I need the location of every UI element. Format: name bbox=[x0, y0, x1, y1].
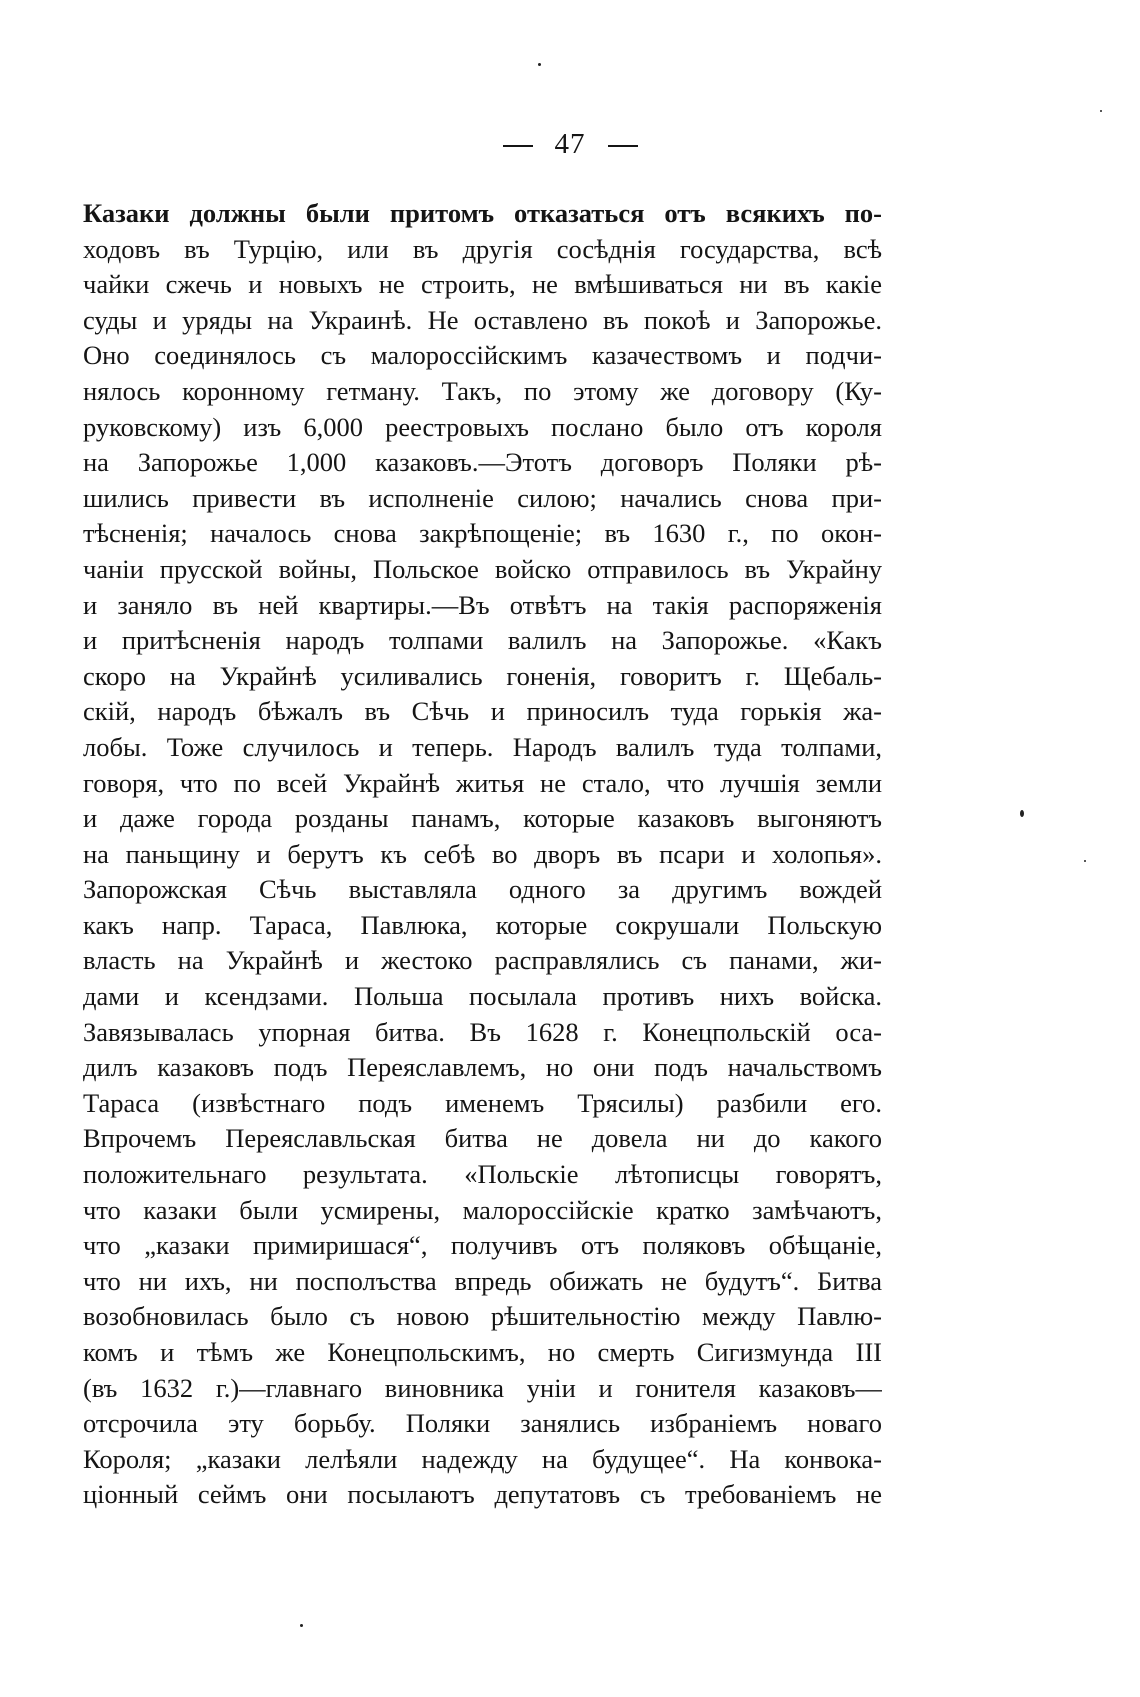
text-line: какъ напр. Тараса, Павлюка, которые сокрушали Польскую bbox=[83, 909, 882, 940]
page-number: 47 bbox=[554, 128, 586, 160]
text-line: на паньщину и берутъ къ себѣ во дворъ въ псари и холопья». bbox=[83, 838, 882, 869]
text-line: что „казаки примиришася“, получивъ отъ поляковъ обѣщаніе, bbox=[83, 1230, 882, 1261]
page-number-row bbox=[0, 128, 1140, 161]
text-line: нялось коронному гетману. Такъ, по этому же договору (Ку- bbox=[83, 375, 882, 406]
text-line: чайки сжечь и новыхъ не строить, не вмѣшиваться ни въ какіе bbox=[83, 269, 882, 300]
text-line: Казаки должны были притомъ отказаться отъ всякихъ по- bbox=[83, 198, 882, 228]
text-line: и заняло въ ней квартиры.—Въ отвѣтъ на такія распоряженія bbox=[83, 589, 882, 620]
text-line: что казаки были усмирены, малороссійскіе кратко замѣчаютъ, bbox=[83, 1194, 882, 1225]
scan-speck bbox=[1084, 860, 1086, 862]
text-line: что ни ихъ, ни посполъства впредь обижать не будутъ“. Битва bbox=[83, 1265, 882, 1296]
scan-speck bbox=[1020, 810, 1024, 817]
text-line: ходовъ въ Турцію, или въ другія сосѣднія государства, всѣ bbox=[83, 233, 882, 264]
text-line: Короля; „казаки лелѣяли надежду на будущее“. На конвока- bbox=[83, 1443, 882, 1474]
text-line: шились привести въ исполненіе силою; начались снова при- bbox=[83, 482, 882, 513]
text-line: чаніи прусской войны, Польское войско отправилось въ Украйну bbox=[83, 553, 882, 584]
text-line: руковскому) изъ 6,000 реестровыхъ послано было отъ короля bbox=[83, 411, 882, 442]
text-line: на Запорожье 1,000 казаковъ.—Этотъ договоръ Поляки рѣ- bbox=[83, 447, 882, 478]
text-line: говоря, что по всей Украйнѣ житья не стало, что лучшія земли bbox=[83, 767, 882, 798]
text-line: скій, народъ бѣжалъ въ Сѣчь и приносилъ туда горькія жа- bbox=[83, 696, 882, 727]
scan-speck bbox=[1100, 110, 1102, 112]
text-line: Впрочемъ Переяславльская битва не довела ни до какого bbox=[83, 1123, 882, 1154]
text-line: власть на Украйнѣ и жестоко расправлялись съ панами, жи- bbox=[83, 945, 882, 976]
text-line: Завязывалась упорная битва. Въ 1628 г. Конецпольскій оса- bbox=[83, 1016, 882, 1047]
text-line: скоро на Украйнѣ усиливались гоненія, говоритъ г. Щебаль- bbox=[83, 660, 882, 691]
text-line: возобновилась было съ новою рѣшительностію между Павлю- bbox=[83, 1301, 882, 1332]
text-line: суды и уряды на Украинѣ. Не оставлено въ покоѣ и Запорожье. bbox=[83, 304, 882, 335]
text-line: дами и ксендзами. Польша посылала противъ нихъ войска. bbox=[83, 981, 882, 1012]
right-dash bbox=[608, 145, 638, 147]
scan-speck bbox=[300, 1624, 303, 1627]
left-dash bbox=[503, 145, 533, 147]
text-line: ціонный сеймъ они посылаютъ депутатовъ съ требованіемъ не bbox=[83, 1479, 882, 1510]
text-line: комъ и тѣмъ же Конецпольскимъ, но смерть Сигизмунда III bbox=[83, 1337, 882, 1367]
text-line: лобы. Тоже случилось и теперь. Народъ валилъ туда толпами, bbox=[83, 731, 882, 762]
text-line: и даже города розданы панамъ, которые казаковъ выгоняютъ bbox=[83, 803, 882, 834]
text-line: Запорожская Сѣчь выставляла одного за другимъ вождей bbox=[83, 874, 882, 905]
body-text bbox=[83, 196, 882, 1513]
text-line: (въ 1632 г.)—главнаго виновника уніи и гонителя казаковъ— bbox=[83, 1372, 882, 1403]
text-line: и притѣсненія народъ толпами валилъ на Запорожье. «Какъ bbox=[83, 625, 882, 656]
text-line: отсрочила эту борьбу. Поляки занялись избраніемъ новаго bbox=[83, 1408, 882, 1439]
text-line: Оно соединялось съ малороссійскимъ казачествомъ и подчи- bbox=[83, 340, 882, 371]
scan-speck bbox=[538, 63, 541, 66]
text-line: положительнаго результата. «Польскіе лѣтописцы говорятъ, bbox=[83, 1159, 882, 1190]
text-line: Тараса (извѣстнаго подъ именемъ Трясилы) разбили его. bbox=[83, 1087, 882, 1118]
text-line: дилъ казаковъ подъ Переяславлемъ, но они подъ начальствомъ bbox=[83, 1052, 882, 1083]
text-line: тѣсненія; началось снова закрѣпощеніе; въ 1630 г., по окон- bbox=[83, 518, 882, 549]
